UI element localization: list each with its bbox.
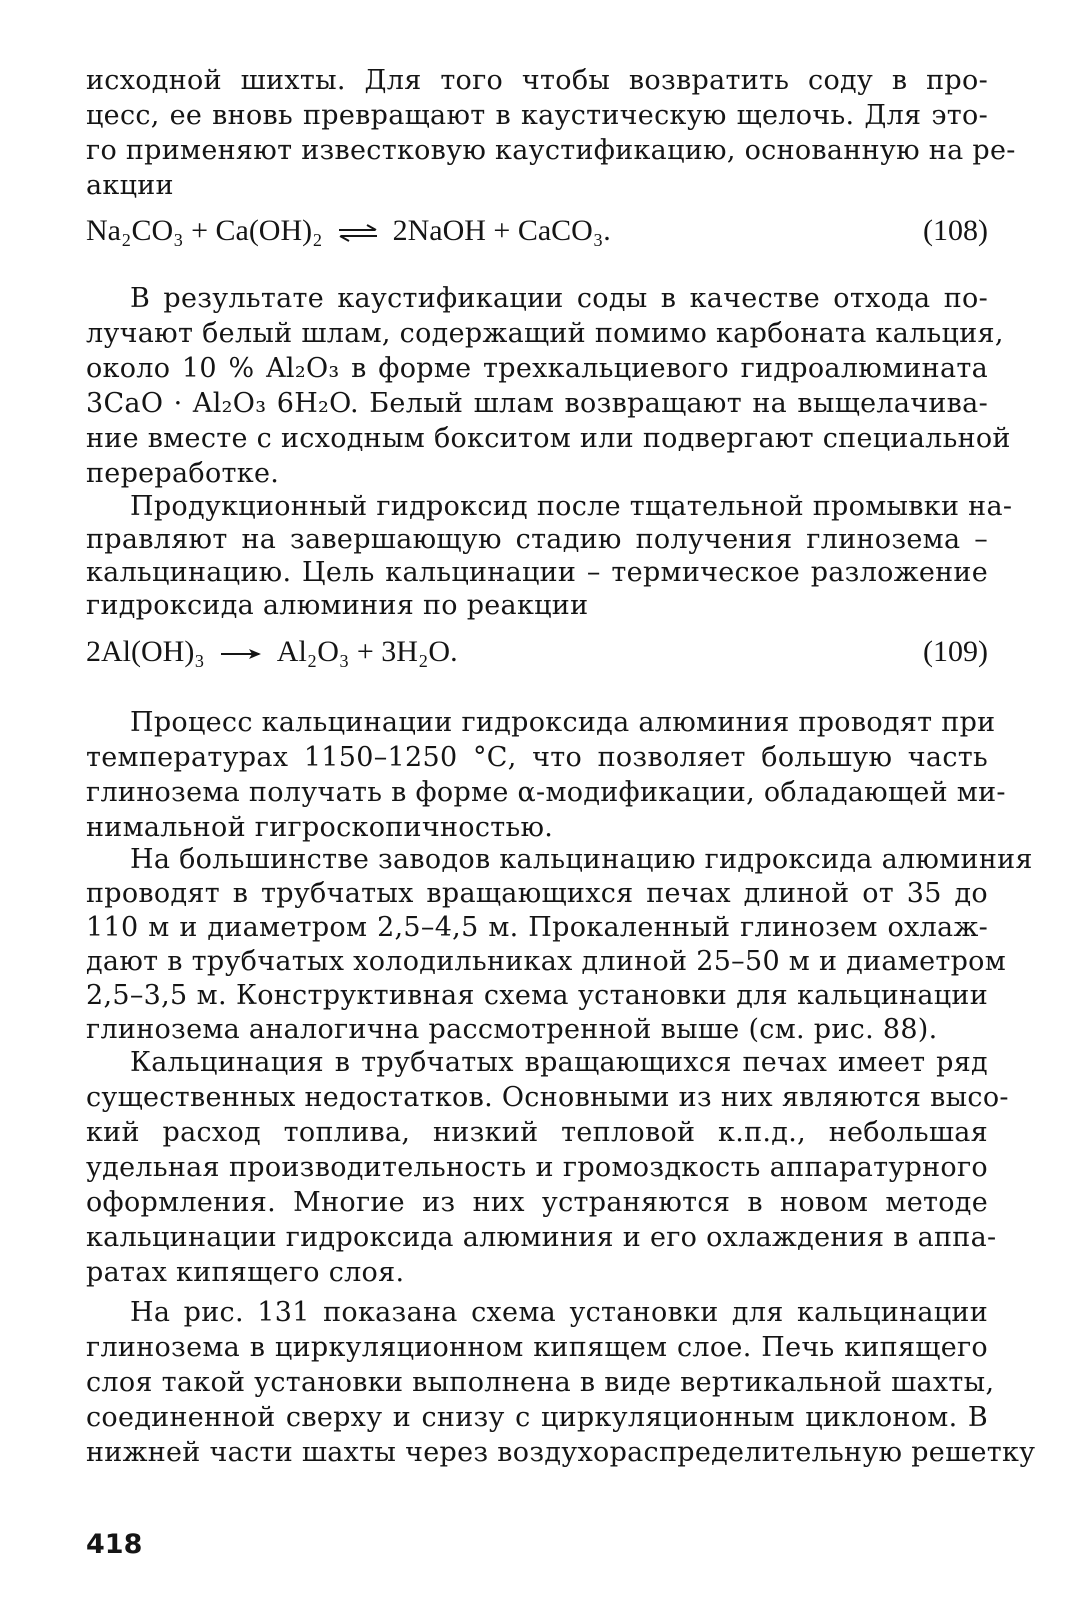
text-line: глинозема получать в форме α-модификации, обладающей ми- bbox=[86, 777, 1006, 808]
reaction-arrow-icon bbox=[219, 647, 263, 661]
text-line: правляют на завершающую стадию получения глинозема – bbox=[86, 524, 988, 555]
text-line: Продукционный гидроксид после тщательной промывки на- bbox=[130, 491, 1013, 522]
equilibrium-arrow-icon bbox=[337, 223, 379, 243]
equation-number: (109) bbox=[923, 635, 988, 668]
text-line: В результате каустификации соды в качестве отхода по- bbox=[130, 283, 988, 314]
equation-lhs: Na₂CO₃ + Ca(OH)₂ bbox=[86, 214, 323, 247]
text-line: около 10 % Al₂O₃ в форме трехкальциевого гидроалюмината bbox=[86, 353, 988, 384]
page-number: 418 bbox=[86, 1529, 143, 1560]
text-line: ратах кипящего слоя. bbox=[86, 1257, 405, 1288]
text-line: соединенной сверху и снизу с циркуляционным циклоном. В bbox=[86, 1402, 988, 1433]
equation-lhs: 2Al(OH)₃ bbox=[86, 635, 205, 668]
text-line: акции bbox=[86, 170, 174, 201]
text-line: кальцинации гидроксида алюминия и его охлаждения в аппа- bbox=[86, 1222, 997, 1253]
equation-rhs: Al₂O₃ + 3H₂O. bbox=[276, 635, 458, 668]
text-line: кальцинацию. Цель кальцинации – термическое разложение bbox=[86, 557, 988, 588]
text-line: нимальной гигроскопичностью. bbox=[86, 812, 554, 843]
text-line: глинозема в циркуляционном кипящем слое. Печь кипящего bbox=[86, 1332, 988, 1363]
text-line: 2,5–3,5 м. Конструктивная схема установки для кальцинации bbox=[86, 980, 988, 1011]
text-line: слоя такой установки выполнена в виде вертикальной шахты, bbox=[86, 1367, 995, 1398]
equation-rhs: 2NaOH + CaCO₃. bbox=[392, 214, 611, 247]
text-line: Кальцинация в трубчатых вращающихся печах имеет ряд bbox=[130, 1047, 988, 1078]
text-line: глинозема аналогична рассмотренной выше (см. рис. 88). bbox=[86, 1014, 938, 1045]
equation-number: (108) bbox=[923, 214, 988, 247]
text-line: гидроксида алюминия по реакции bbox=[86, 590, 589, 621]
text-line: Процесс кальцинации гидроксида алюминия проводят при bbox=[130, 707, 996, 738]
text-line: проводят в трубчатых вращающихся печах длиной от 35 до bbox=[86, 878, 988, 909]
text-line: переработке. bbox=[86, 458, 280, 489]
text-line: температурах 1150–1250 °С, что позволяет большую часть bbox=[86, 742, 988, 773]
text-line: ние вместе с исходным бокситом или подвергают специальной bbox=[86, 423, 1011, 454]
equation-109 bbox=[86, 632, 988, 672]
text-line: нижней части шахты через воздухораспределительную решетку bbox=[86, 1437, 1036, 1468]
text-line: исходной шихты. Для того чтобы возвратить соду в про- bbox=[86, 65, 988, 96]
text-line: го применяют известковую каустификацию, основанную на ре- bbox=[86, 135, 1016, 166]
equation-108 bbox=[86, 211, 988, 251]
text-line: цесс, ее вновь превращают в каустическую щелочь. Для это- bbox=[86, 100, 988, 131]
text-line: оформления. Многие из них устраняются в новом методе bbox=[86, 1187, 988, 1218]
text-line: 3CaO · Al₂O₃ 6H₂O. Белый шлам возвращают на выщелачива- bbox=[86, 388, 988, 419]
text-line: На большинстве заводов кальцинацию гидроксида алюминия bbox=[130, 844, 1033, 875]
text-line: удельная производительность и громоздкость аппаратурного bbox=[86, 1152, 988, 1183]
text-line: дают в трубчатых холодильниках длиной 25–50 м и диаметром bbox=[86, 946, 1007, 977]
text-line: кий расход топлива, низкий тепловой к.п.д., небольшая bbox=[86, 1117, 988, 1148]
text-line: 110 м и диаметром 2,5–4,5 м. Прокаленный глинозем охлаж- bbox=[86, 912, 988, 943]
text-line: На рис. 131 показана схема установки для кальцинации bbox=[130, 1297, 988, 1328]
text-line: лучают белый шлам, содержащий помимо карбоната кальция, bbox=[86, 318, 1004, 349]
text-line: существенных недостатков. Основными из них являются высо- bbox=[86, 1082, 1009, 1113]
